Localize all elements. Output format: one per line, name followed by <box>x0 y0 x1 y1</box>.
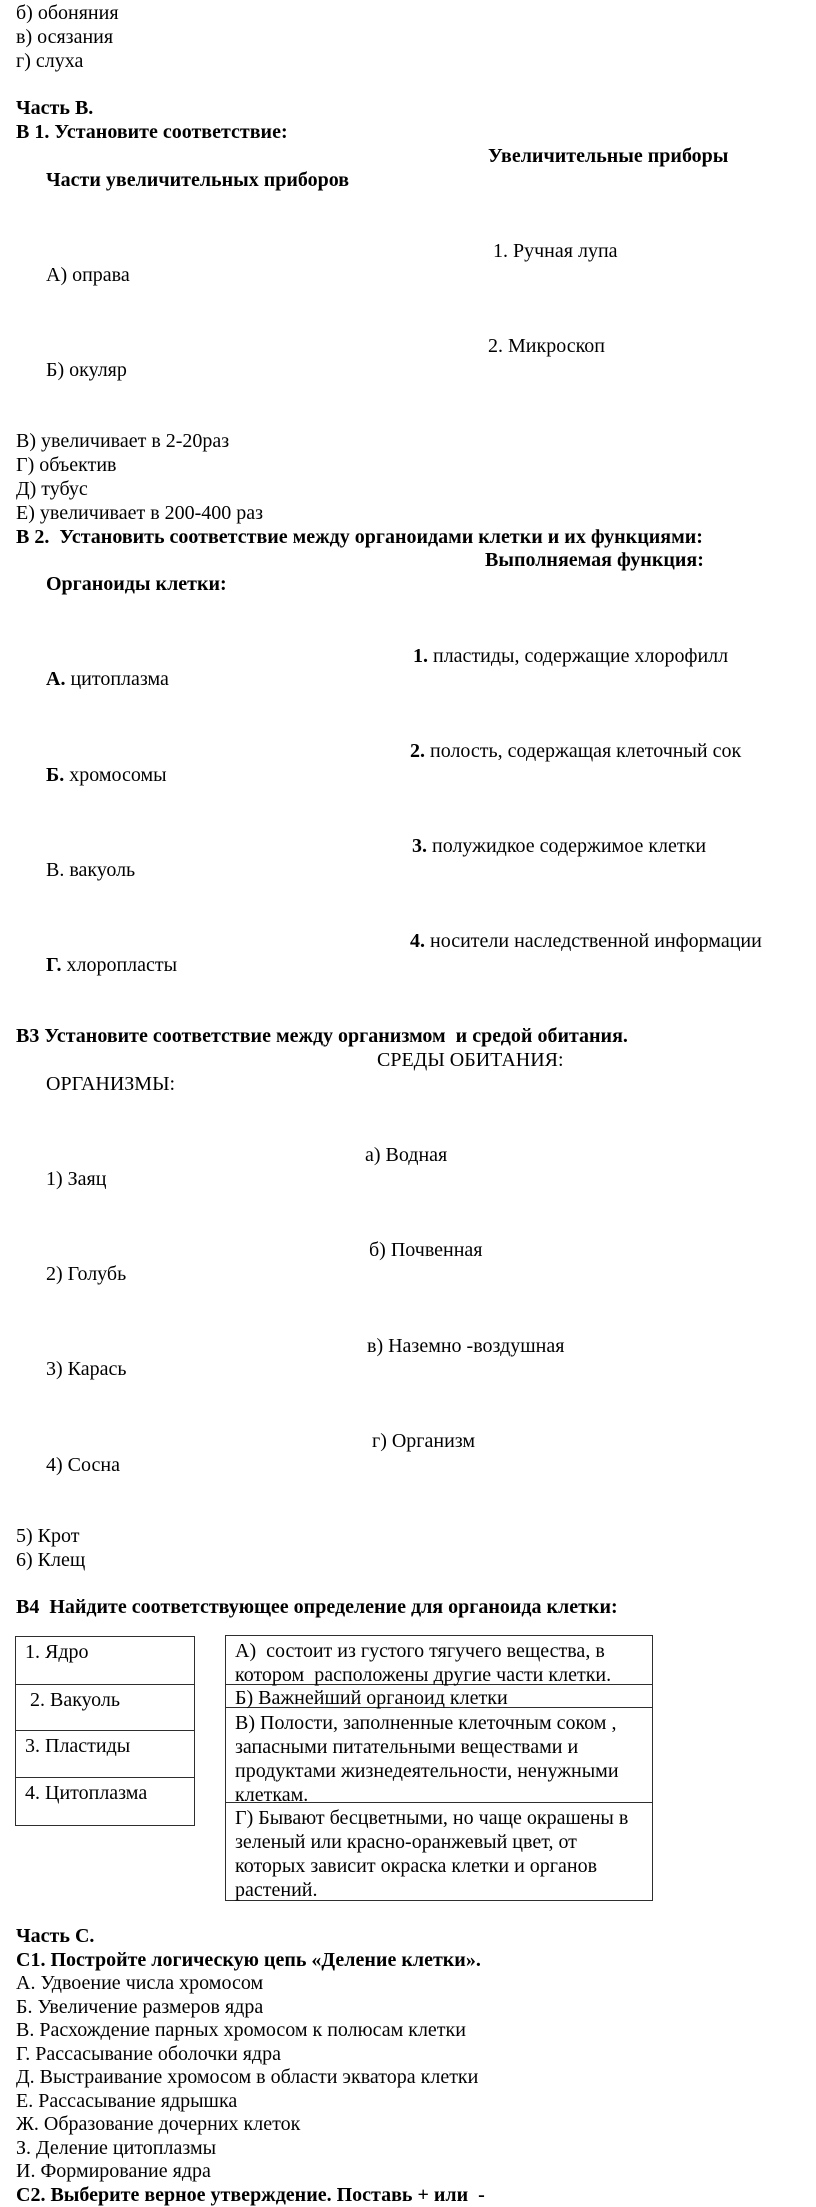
b1-left-item: А) оправа <box>46 263 130 286</box>
b3-row-5: 5) Крот <box>16 1525 80 1547</box>
b2-right-prefix: 2. <box>410 739 425 762</box>
b3-left-header: ОРГАНИЗМЫ: <box>46 1072 176 1095</box>
b2-left-prefix: Б. <box>46 763 65 786</box>
b2-heading: В 2. Установить соответствие между органоидами клетки и их функциями: <box>16 525 703 548</box>
part-b-title: Часть В. <box>16 97 94 120</box>
b2-left-text: цитоплазма <box>65 668 169 691</box>
c1-item-d: Д. Выстраивание хромосом в области экватора клетки <box>16 2066 479 2089</box>
b1-heading: В 1. Установите соответствие: <box>16 120 288 143</box>
c1-item-i: И. Формирование ядра <box>16 2160 211 2183</box>
c2-heading: С2. Выберите верное утверждение. Поставь + или - <box>16 2183 485 2206</box>
b4-organoid-cell: 3. Пластиды <box>16 1731 194 1778</box>
b3-right-header: СРЕДЫ ОБИТАНИЯ: <box>377 1049 564 1072</box>
c1-item-e: Е. Рассасывание ядрышка <box>16 2089 238 2112</box>
part-c-title: Часть С. <box>16 1925 95 1948</box>
c1-item-v: В. Расхождение парных хромосом к полюсам клетки <box>16 2019 466 2042</box>
b2-left-prefix: А. <box>46 668 66 691</box>
b2-left-text: хромосомы <box>64 763 167 786</box>
b2-left-text: вакуоль <box>64 858 136 881</box>
b2-right-item <box>412 835 706 859</box>
b2-right-prefix: 4. <box>410 930 425 953</box>
b2-right-prefix: 3. <box>412 834 427 857</box>
c1-item-g: Г. Рассасывание оболочки ядра <box>16 2042 281 2065</box>
b1-row-4: Г) объектив <box>16 454 117 477</box>
b1-row-1 <box>16 240 816 335</box>
intro-option-g: г) слуха <box>16 49 84 72</box>
b2-row-1 <box>16 645 816 740</box>
b1-row-5: Д) тубус <box>16 477 88 500</box>
b3-right-item: г) Организм <box>372 1429 476 1452</box>
intro-option-v: в) осязания <box>16 25 114 48</box>
b2-left-text: хлоропласты <box>61 953 178 976</box>
b4-heading: В4 Найдите соответствующее определение для органоида клетки: <box>16 1596 618 1619</box>
b2-left-prefix: Г. <box>46 953 62 976</box>
b2-left-prefix: В. <box>46 858 65 881</box>
c1-item-zh: Ж. Образование дочерних клеток <box>16 2113 301 2136</box>
b2-row-3 <box>16 835 816 930</box>
c1-heading: С1. Постройте логическую цепь «Деление клетки». <box>16 1948 481 1971</box>
b2-right-item <box>410 740 741 764</box>
c1-item-a: А. Удвоение числа хромосом <box>16 1972 264 1995</box>
b2-right-item <box>413 645 728 669</box>
b3-row-2 <box>16 1239 816 1334</box>
b2-right-item <box>410 930 762 954</box>
b4-definitions-table <box>225 1635 653 1901</box>
b1-right-item: 1. Ручная лупа <box>493 239 618 262</box>
b3-row-1 <box>16 1144 816 1239</box>
b2-right-header: Выполняемая функция: <box>485 549 704 572</box>
b1-left-header: Части увеличительных приборов <box>46 168 350 191</box>
b2-right-prefix: 1. <box>413 644 428 667</box>
b4-definition-cell: В) Полости, заполненные клеточным соком , запасными питательными веществами и продуктами жизнедеятельности, ненужными клеткам. <box>226 1708 652 1803</box>
b4-organoid-cell: 2. Вакуоль <box>16 1685 194 1731</box>
b4-organoids-table <box>15 1636 195 1826</box>
b1-left-item: Б) окуляр <box>46 358 127 381</box>
b2-right-text: пластиды, содержащие хлорофилл <box>428 644 729 667</box>
b3-left-item: 1) Заяц <box>46 1168 107 1191</box>
b1-row-3: В) увеличивает в 2-20раз <box>16 430 230 453</box>
b1-row-6: Е) увеличивает в 200-400 раз <box>16 501 264 524</box>
b4-organoid-cell: 4. Цитоплазма <box>25 1782 148 1805</box>
b1-column-headers <box>16 145 816 240</box>
b3-column-headers <box>16 1049 816 1144</box>
part-c-section <box>16 1925 816 2207</box>
b3-row-6: 6) Клещ <box>16 1548 86 1571</box>
b3-row-3 <box>16 1335 816 1430</box>
c1-item-z: З. Деление цитоплазмы <box>16 2136 217 2159</box>
b3-right-item: в) Наземно -воздушная <box>367 1334 565 1357</box>
b2-right-text: носители наследственной информации <box>425 930 762 953</box>
b2-right-text: полужидкое содержимое клетки <box>427 834 707 857</box>
b1-right-header: Увеличительные приборы <box>488 144 729 167</box>
b1-row-2 <box>16 335 816 430</box>
b3-right-item: а) Водная <box>365 1144 448 1167</box>
c1-item-b: Б. Увеличение размеров ядра <box>16 1995 264 2018</box>
b3-heading: В3 Установите соответствие между организмом и средой обитания. <box>16 1025 628 1048</box>
b3-left-item: 2) Голубь <box>46 1263 127 1286</box>
b2-row-4 <box>16 930 816 1025</box>
b4-definition-cell: Б) Важнейший органоид клетки <box>226 1685 652 1708</box>
b4-definition-cell: Г) Бывают бесцветными, но чаще окрашены в зеленый или красно-оранжевый цвет, от которых зависит окраска клетки и органов растений. <box>235 1807 629 1901</box>
b4-definition-cell: А) состоит из густого тягучего вещества, в котором расположены другие части клетки. <box>226 1636 652 1685</box>
intro-option-b: б) обоняния <box>16 2 119 24</box>
b3-row-4 <box>16 1430 816 1525</box>
b4-matching-tables <box>16 1636 816 1901</box>
b2-row-2 <box>16 740 816 835</box>
b2-right-text: полость, содержащая клеточный сок <box>425 739 742 762</box>
b3-left-item: 4) Сосна <box>46 1453 120 1476</box>
blank-line <box>16 1573 816 1597</box>
b3-left-item: 3) Карась <box>46 1358 127 1381</box>
b2-left-header: Органоиды клетки: <box>46 573 227 596</box>
blank-line <box>16 73 816 97</box>
b3-right-item: б) Почвенная <box>369 1239 483 1262</box>
b1-right-item: 2. Микроскоп <box>488 335 605 358</box>
b4-organoid-cell: 1. Ядро <box>16 1637 194 1685</box>
b2-column-headers <box>16 549 816 644</box>
